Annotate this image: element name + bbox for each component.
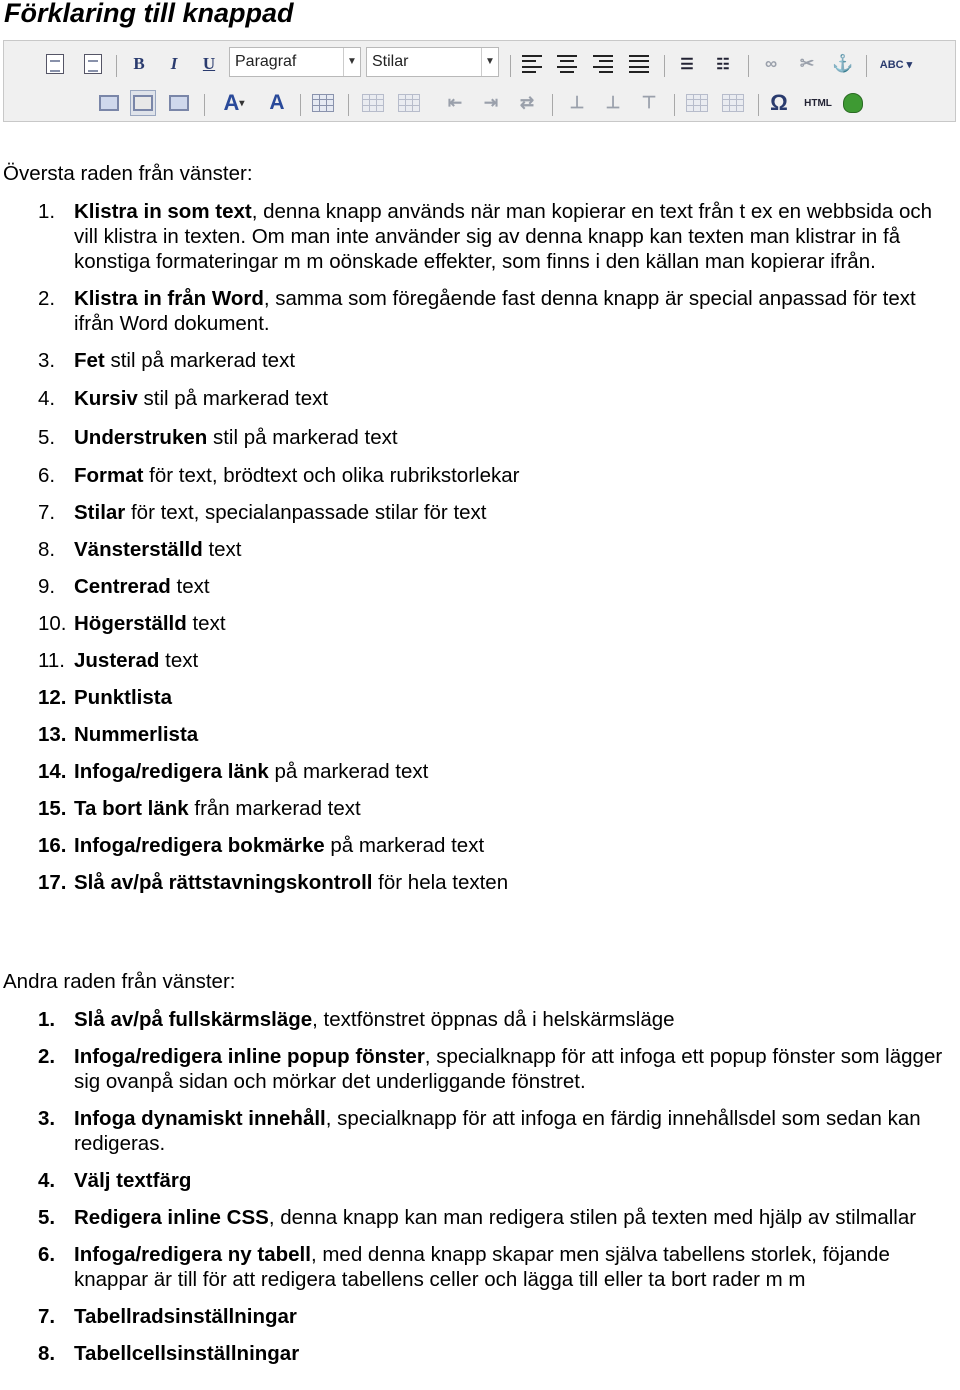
toolbar-row-1 (4, 45, 955, 81)
toolbar-divider (300, 94, 301, 116)
list-item (0, 759, 954, 784)
style-select-value: Stilar (372, 53, 409, 70)
delete-row-icon[interactable]: ⇄ (519, 93, 535, 112)
list-number: 4. (38, 1169, 56, 1192)
list-item (0, 1304, 954, 1329)
list-item (0, 574, 954, 599)
list-item (0, 537, 954, 562)
list-item-term: Ta bort länk (74, 797, 189, 820)
list-item-term: Slå av/på fullskärmsläge (74, 1008, 313, 1031)
list-item (0, 386, 954, 411)
list-number: 7. (38, 1305, 56, 1328)
list-item (0, 348, 954, 373)
list-item (0, 722, 954, 747)
list-number: 9. (38, 575, 56, 598)
list-item-term: Understruken (74, 426, 208, 449)
list-item-term: Fet (74, 349, 105, 372)
list-item (0, 796, 954, 821)
list-item-term: Tabellradsinställningar (74, 1305, 297, 1328)
list-item (0, 286, 954, 336)
list-number: 1. (38, 1008, 56, 1031)
list-item-description: på markerad text (268, 760, 429, 783)
row-props-icon[interactable] (360, 90, 386, 116)
list-item-term: Slå av/på rättstavningskontroll (74, 871, 373, 894)
list-item (0, 199, 954, 274)
col-after-icon[interactable]: ⊥ (605, 93, 621, 112)
list-item-term: Format (74, 464, 144, 487)
list-item (0, 870, 954, 895)
list-item-description: text (170, 575, 210, 598)
list-number: 17. (38, 871, 67, 894)
numbered-list-icon[interactable]: ☷ (716, 56, 730, 73)
toolbar-divider (348, 94, 349, 116)
list-item-term: Punktlista (74, 686, 172, 709)
justify-icon[interactable] (626, 51, 652, 77)
list-item (0, 425, 954, 450)
col-before-icon[interactable]: ⊥ (569, 93, 585, 112)
list-item (0, 685, 954, 710)
anchor-icon[interactable]: ⚓ (832, 54, 854, 73)
list-item-description: stil på markerad text (207, 426, 398, 449)
list-item-description: text (159, 649, 199, 672)
list-number: 3. (38, 1107, 56, 1130)
list-item-term: Infoga/redigera länk (74, 760, 269, 783)
list-item (0, 1044, 954, 1094)
style-select[interactable] (366, 47, 499, 77)
unlink-icon[interactable]: ✂ (799, 54, 815, 73)
list-item-description: , specialknapp för att infoga en färdig innehållsdel som sedan kan redigeras. (74, 1107, 921, 1155)
list-item-description: från markerad text (188, 797, 361, 820)
list-number: 6. (38, 464, 56, 487)
list-item-term: Redigera inline CSS (74, 1206, 269, 1229)
list-item-term: Infoga dynamiskt innehåll (74, 1107, 326, 1130)
toolbar-divider (758, 94, 759, 116)
editor-toolbar (3, 40, 956, 122)
list-item-term: Klistra in från Word (74, 287, 264, 310)
list-item-term: Högerställd (74, 612, 187, 635)
list-number: 3. (38, 349, 56, 372)
list-item-description: på markerad text (324, 834, 485, 857)
text-color-icon[interactable]: A ▾ (223, 90, 245, 115)
list-item-description: stil på markerad text (137, 387, 329, 410)
top-row-list (0, 199, 960, 895)
list-item (0, 500, 954, 525)
row-before-icon[interactable]: ⇤ (447, 93, 463, 112)
merge-cells-icon[interactable] (720, 90, 746, 116)
cell-props-icon[interactable] (396, 90, 422, 116)
split-cells-icon[interactable] (684, 90, 710, 116)
list-item-description: för hela texten (372, 871, 509, 894)
list-item-term: Infoga/redigera ny tabell (74, 1243, 311, 1266)
list-item (0, 1205, 954, 1230)
toolbar-divider (748, 55, 749, 77)
list-number: 16. (38, 834, 67, 857)
list-item (0, 648, 954, 673)
align-center-icon[interactable] (554, 51, 580, 77)
section-heading: Översta raden från vänster: (3, 162, 253, 185)
list-number: 10. (38, 612, 67, 635)
list-number: 8. (38, 538, 56, 561)
list-number: 4. (38, 387, 56, 410)
list-item-description: , med denna knapp skapar men själva tabellens storlek, föjande knappar är till för att redigera tabellens celler och lägga till eller ta bort rader m m (74, 1243, 890, 1291)
image-icon[interactable] (840, 90, 866, 116)
chevron-down-icon: ▼ (343, 48, 360, 76)
list-number: 14. (38, 760, 67, 783)
list-item-description: för text, brödtext och olika rubrikstorlekar (143, 464, 520, 487)
html-source-icon[interactable]: HTML (804, 97, 832, 109)
paste-word-icon[interactable] (80, 51, 106, 77)
list-item-description: text (186, 612, 226, 635)
list-item-description: för text, specialanpassade stilar för text (125, 501, 487, 524)
list-item (0, 1106, 954, 1156)
align-right-icon[interactable] (590, 51, 616, 77)
chevron-down-icon: ▼ (481, 48, 498, 76)
inline-css-icon[interactable]: A (269, 91, 285, 114)
list-item-description: , samma som föregående fast denna knapp är special anpassad för text ifrån Word dokument. (74, 287, 916, 335)
row-after-icon[interactable]: ⇥ (483, 93, 499, 112)
list-item-description: stil på markerad text (104, 349, 296, 372)
list-item-description: , denna knapp kan man redigera stilen på texten med hjälp av stilmallar (268, 1206, 917, 1229)
special-char-icon[interactable]: Ω (770, 90, 788, 115)
list-number: 6. (38, 1243, 56, 1266)
list-item-description: , denna knapp används när man kopierar en text från t ex en webbsida och vill klistra in texten. Om man inte använder sig av denna knapp kan texten man klistrar in få konstiga formateringar m m oönskade effekter, som finns i den källan man kopierar ifrån. (74, 200, 933, 273)
italic-button[interactable]: I (170, 54, 178, 73)
list-number: 5. (38, 1206, 56, 1229)
spellcheck-icon[interactable]: ABC ▾ (879, 58, 913, 71)
toolbar-row-2 (4, 84, 955, 120)
toolbar-divider (116, 55, 117, 77)
fullscreen-icon[interactable] (96, 90, 122, 116)
list-number: 13. (38, 723, 67, 746)
list-number: 15. (38, 797, 67, 820)
list-number: 2. (38, 287, 56, 310)
list-item-term: Klistra in som text (74, 200, 252, 223)
list-item-description: , textfönstret öppnas då i helskärmsläge (312, 1008, 675, 1031)
section-heading: Andra raden från vänster: (3, 970, 236, 993)
second-row-list (0, 1007, 960, 1366)
list-item (0, 611, 954, 636)
list-item-term: Vänsterställd (74, 538, 203, 561)
list-number: 12. (38, 686, 67, 709)
toolbar-divider (204, 94, 205, 116)
underline-button[interactable]: U (202, 54, 216, 73)
list-item-term: Kursiv (74, 387, 138, 410)
paste-text-icon[interactable] (42, 51, 68, 77)
list-item (0, 463, 954, 488)
list-number: 5. (38, 426, 56, 449)
bold-button[interactable]: B (133, 54, 145, 73)
list-number: 1. (38, 200, 56, 223)
page-title: Förklaring till knappad (4, 0, 294, 28)
toolbar-divider (664, 55, 665, 77)
list-item (0, 1341, 954, 1366)
list-item (0, 833, 954, 858)
list-item-term: Stilar (74, 501, 126, 524)
list-item-term: Centrerad (74, 575, 171, 598)
list-item (0, 1007, 954, 1032)
list-number: 11. (38, 649, 65, 672)
list-item-term: Tabellcellsinställningar (74, 1342, 300, 1365)
delete-col-icon[interactable]: ⊤ (641, 93, 657, 112)
list-number: 2. (38, 1045, 56, 1068)
bullet-list-icon[interactable]: ☰ (680, 56, 694, 73)
toolbar-divider (510, 55, 511, 77)
toolbar-divider (674, 94, 675, 116)
list-item-term: Justerad (74, 649, 160, 672)
list-item-term: Välj textfärg (74, 1169, 192, 1192)
list-number: 8. (38, 1342, 56, 1365)
dynamic-content-icon[interactable] (166, 90, 192, 116)
link-icon[interactable]: ∞ (764, 54, 778, 73)
list-item-term: Infoga/redigera bokmärke (74, 834, 325, 857)
format-select-value: Paragraf (235, 53, 297, 70)
align-left-icon[interactable] (519, 51, 545, 77)
inline-popup-icon[interactable] (130, 90, 156, 116)
list-item (0, 1242, 954, 1292)
toolbar-divider (866, 55, 867, 77)
list-number: 7. (38, 501, 56, 524)
list-item-description: , specialknapp för att infoga ett popup fönster som lägger sig ovanpå sidan och mörkar det underliggande fönstret. (74, 1045, 943, 1093)
insert-table-icon[interactable] (310, 90, 336, 116)
list-item-description: text (202, 538, 242, 561)
list-item (0, 1168, 954, 1193)
list-item-term: Infoga/redigera inline popup fönster (74, 1045, 425, 1068)
list-item-term: Nummerlista (74, 723, 199, 746)
format-select[interactable] (229, 47, 361, 77)
toolbar-divider (552, 94, 553, 116)
